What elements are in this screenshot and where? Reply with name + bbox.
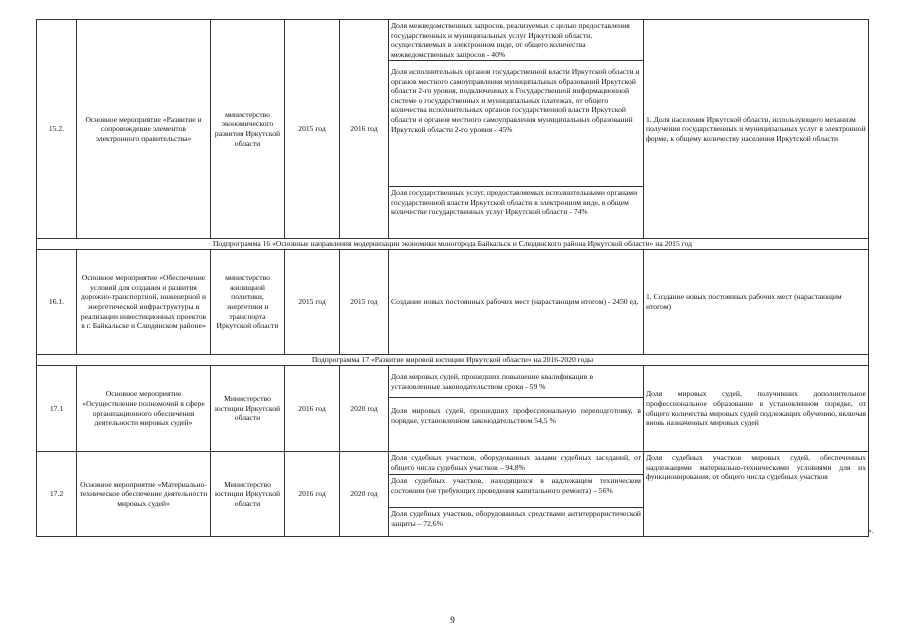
table-row xyxy=(37,366,869,452)
expected-result: 1. Доля населения Иркутской области, использующего механизм получения государственных и муниципальных услуг в электронной форме, к общему количеству населения Иркутской области xyxy=(644,20,869,239)
indicator: Создание новых постоянных рабочих мест (нарастающим итогом) - 2450 ед. xyxy=(389,250,644,355)
indicators-cell xyxy=(389,366,644,452)
start-year: 2015 год xyxy=(285,250,340,355)
row-number: 15.2. xyxy=(37,20,77,239)
expected-result: Доля судебных участков мировых судей, обеспеченных надлежащими материально-техническими условиями для их функционирования, от общего числа судебных участков xyxy=(644,452,869,537)
table-row xyxy=(37,452,869,537)
subprogram-header xyxy=(37,355,869,366)
executor: министерство жилищной политики, энергетики и транспорта Иркутской области xyxy=(211,250,285,355)
start-year: 2015 год xyxy=(285,20,340,239)
executor: Министерство юстиции Иркутской области xyxy=(211,366,285,452)
executor: Министерство юстиции Иркутской области xyxy=(211,452,285,537)
event-name: Основное мероприятие «Развитие и сопровождение элементов электронного правительства» xyxy=(77,20,211,239)
row-number: 16.1. xyxy=(37,250,77,355)
indicator: Доля исполнительных органов государственной власти Иркутской области и органов местного самоуправления муниципальных образований Иркутской области 2-го уровня, подключенных к Государственной информационной системе о государственных и муниципальных платежах, от общего количества исполнительных органов государственной власти Иркутской области и органов местного самоуправления муниципальных образований Иркутской области 2-го уровня - 45% xyxy=(389,61,643,187)
indicators-cell xyxy=(389,452,644,537)
end-year: 2015 год xyxy=(340,250,389,355)
end-year: 2020 год xyxy=(340,452,389,537)
indicator: Доля межведомственных запросов, реализуемых с целью предоставления государственных и муниципальных услуг Иркутской области, осуществляемых в электронном виде, от общего количества межведомственных запросов - 40% xyxy=(389,20,643,61)
indicator: Доля государственных услуг, предоставляемых исполнительными органами государственной власти Иркутской области в электронном виде, в общем количестве государственных услуг Иркутской области - 74% xyxy=(391,188,638,217)
indicator: Доля судебных участков, оборудованных залами судебных заседаний, от общего числа судебных участков – 94,8% xyxy=(389,452,643,475)
start-year: 2016 год xyxy=(285,452,340,537)
subprogram-title: Подпрограмма 16 «Основные направления модернизации экономики моногорода Байкальск и Слюдянского района Иркутской области» на 2015 год xyxy=(37,239,869,250)
indicators-cell xyxy=(389,20,644,239)
event-name: Основное мероприятие «Обеспечение условий для создания и развития дорожно-транспортной, инженерной и энергетической инфраструктуры и реализации инвестиционных проектов в г. Байкальске и Слюдянском районе» xyxy=(77,250,211,355)
indicator: Доля мировых судей, прошедших повышение квалификации в установленные законодательством сроки - 59 % xyxy=(389,366,643,398)
expected-result: 1. Создание новых постоянных рабочих мест (нарастающим итогом) xyxy=(644,250,869,355)
executor: министерство экономического развития Иркутской области xyxy=(211,20,285,239)
closing-quote-mark: ». xyxy=(868,527,874,535)
indicator: Доля судебных участков, находящихся в надлежащем техническом состоянии (не требующих проведения капитального ремонта) – 56% xyxy=(389,475,643,508)
page-number: 9 xyxy=(450,615,455,625)
end-year: 2020 год xyxy=(340,366,389,452)
measures-table xyxy=(36,19,869,537)
event-name: Основное мероприятие «Материально-техническое обеспечение деятельности мировых судей» xyxy=(77,452,211,537)
row-number: 17.1 xyxy=(37,366,77,452)
expected-result: Доля мировых судей, получивших дополнительное профессиональное образование в установленном порядке, от общего количества мировых судей подлежащих обучению, включая вновь назначенных мировых судей xyxy=(644,366,869,452)
event-name: Основное мероприятие «Осуществление полномочий в сфере организационного обеспечения деятельности мировых судей» xyxy=(77,366,211,452)
indicator: Доля мировых судей, прошедших профессиональную переподготовку, в порядке, установленном законодательством 54,5 % xyxy=(391,406,641,425)
subprogram-header xyxy=(37,239,869,250)
end-year: 2016 год xyxy=(340,20,389,239)
row-number: 17.2 xyxy=(37,452,77,537)
subprogram-title: Подпрограмма 17 «Развитие мировой юстиции Иркутской области» на 2016-2020 годы xyxy=(37,355,869,366)
start-year: 2016 год xyxy=(285,366,340,452)
table-row xyxy=(37,250,869,355)
table-row xyxy=(37,20,869,239)
indicator: Доля судебных участков, оборудованных средствами антитеррористической защиты – 72,6% xyxy=(391,509,641,528)
